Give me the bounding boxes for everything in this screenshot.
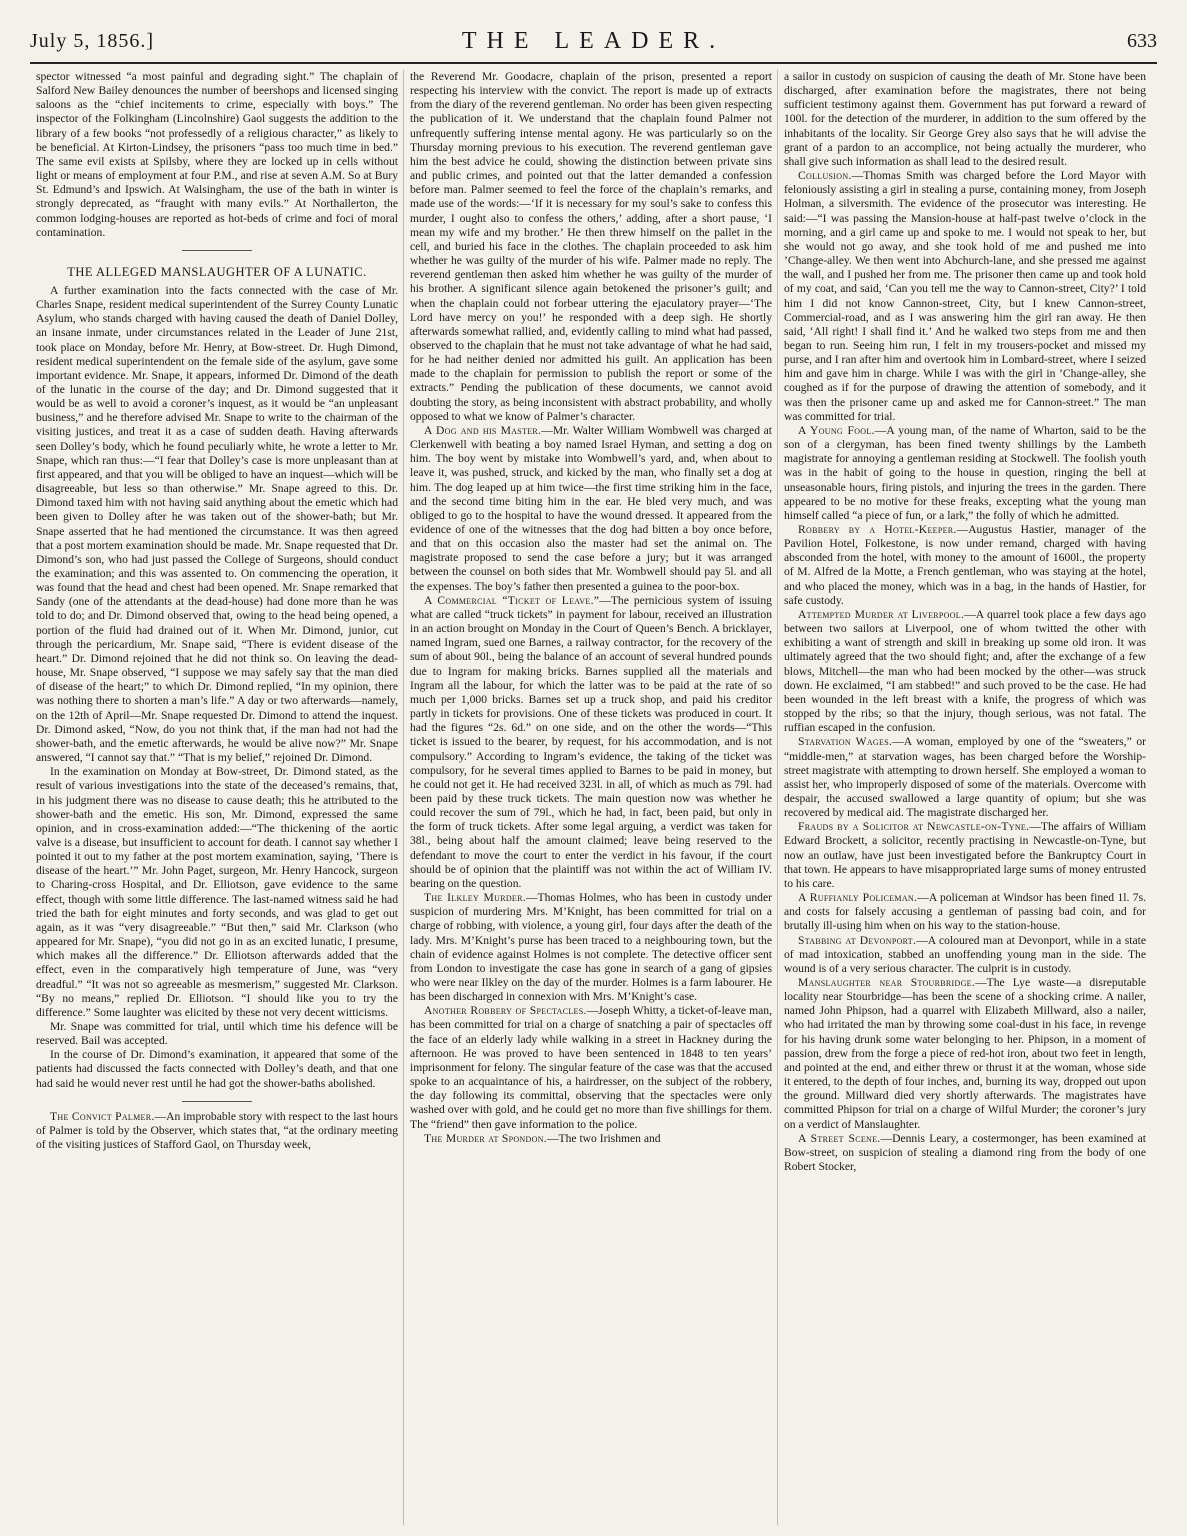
article-paragraph: the Reverend Mr. Goodacre, chaplain of the prison, presented a report respecting his interview with the convict. The report is made up of extracts from the diary of the reverend gentleman. No order has been given respecting the publication of it. We understand that the chaplain found Palmer not unfrequently suffering intense mental agony. He was particularly so on the Thursday morning previous to his execution. The reverend gentleman gave him the best advice he could, showing the distinction between private sins and public crimes, and pointed out that the latter demanded a confession before man. Palmer seemed to feel the force of the chaplain’s remarks, and made use of the words:—‘If it is necessary for my soul’s sake to confess this murder, I ought also to confess the others,’ adding, after a short pause, ‘I mean my wife and my brother.’ He then threw himself on the pallet in the cell, and buried his face in the clothes. The chaplain proceeded to ask him whether he was guilty of the murder of his wife. Palmer made no reply. The reverend gentleman then asked him whether he was guilty of the murder of his brother. A significant silence again betokened the prisoner’s guilt; and when the chaplain could not forbear uttering the ejaculatory prayer—‘The Lord have mercy on you!’ he responded with a deep sigh. He shortly afterwards somewhat rallied, and, evidently calling to mind what had passed, observed to the chaplain that he must not take advantage of what he had said, for he had neither denied nor admitted his guilt. An application has been made to the chaplain for permission to publish the report or some of the extracts.” Pending the publication of these documents, we cannot avoid doubting the story, as being inconsistent with abstract probability, and wholly opposed to what we know of Palmer’s character. (410, 70, 772, 423)
news-item (784, 934, 1146, 976)
divider (182, 250, 252, 251)
divider (182, 1101, 252, 1102)
news-item (784, 735, 1146, 820)
news-item (36, 1110, 398, 1152)
item-body: —A coloured man at Devonport, while in a state of mad intoxication, stabbed an unoffending young man in the side. The wound is of a very serious character. The culprit is in custody. (784, 933, 1146, 975)
column-2 (410, 70, 772, 1525)
item-body: —Dennis Leary, a costermonger, has been examined at Bow-street, on suspicion of stealing a diamond ring from the body of one Robert Stocker, (784, 1131, 1146, 1174)
news-item (410, 594, 772, 891)
news-item (784, 1132, 1146, 1174)
page-number: 633 (1127, 30, 1157, 52)
article-paragraph: Mr. Snape was committed for trial, until which time his defence will be reserved. Bail was accepted. (36, 1020, 398, 1048)
item-body: —The pernicious system of issuing what are called “truck tickets” in payment for labour, received an illustration in an action brought on Monday in the Court of Queen’s Bench. A bricklayer, named Ingram, sued one Barnes, a railway contractor, for the recovery of the sum of about 90l., being the balance of an account of several hundred pounds due to Ingram for making bricks. Barnes supplied all the materials and Ingram all the labour, for which the latter was to be paid at the rate of so much per 1,000 bricks. Barnes set up a truck shop, and paid his creditor partly in tickets for provisions. One of these tickets was produced in court. It had the figures “2s. 6d.” on one side, and on the other the words—“This ticket is issued to the bearer, by request, for his accommodation, and is not compulsory.” According to Ingram’s evidence, the taking of the ticket was compulsory, for he several times applied to Barnes to be paid in money, but he could not get it. He had received 323l. in all, of which as much as 79l. had been paid by these truck tickets. The main question now was whether he could recover the sum of 79l., which he had, in fact, been paid, but only in the form of truck tickets. After some legal arguing, a verdict was taken for 38l., being about half the amount claimed; leave being reserved to the defendant to move the court to enter the verdict in his favour, if the court should be of opinion that the plaintiff was not within the act of William IV. bearing on the question. (410, 593, 772, 890)
item-lead: Stabbing at Devonport. (798, 933, 917, 947)
article-paragraph: A further examination into the facts connected with the case of Mr. Charles Snape, resident medical superintendent of the Surrey County Lunatic Asylum, who stands charged with having caused the death of Daniel Dolley, an insane inmate, under circumstances related in the Leader of June 21st, took place on Monday, before Mr. Henry, at Bow-street. Dr. Hugh Dimond, resident medical superintendent on the female side of the asylum, gave some important evidence. Mr. Snape, it appears, informed Dr. Dimond of the death of the lunatic in the course of the day; and Dr. Dimond suggested that it would be as well to avoid a coroner’s inquest, as it would be “an unpleasant business,” and he therefore advised Mr. Snape to write to the chairman of the visiting justices, and treat it as a case of sudden death. Having afterwards seen Dolley’s body, which he found peculiarly white, he wrote a letter to Mr. Snape, which ran thus:—“I fear that Dolley’s case is more unpleasant than at first appeared, and that you will be obliged to have an inquest—which will be disagreeable, but less so than otherwise.” Mr. Snape agreed to this. Dr. Dimond taxed him with not having said anything about the emetic which had been given to Dolley after he was taken out of the shower-bath; but Mr. Snape asserted that he had mentioned the circumstance. It was then agreed that a post mortem examination should be made. Mr. Snape requested that Dr. Dimond’s son, who had just passed the College of Surgeons, should conduct the examination; and this was assented to. On commencing the operation, it was found that the head and chest had been opened. Mr. Snape remarked that Sandy (one of the attendants at the dead-house) had done more than he was told to do; and Dr. Dimond observed that, owing to the head being opened, a portion of the fluid had drained out of it. When Mr. Dimond, junior, cut through the pericardium, Mr. Snape said, “There is evident disease of the heart.” Dr. Dimond rejoined that he did not think so. On leaving the dead-house, Mr. Snape observed, “I suppose we may safely say that the man died of disease of the heart;” to which Dr. Dimond replied, “In my opinion, there was nothing there to shorten a man’s life.” A day or two afterwards—namely, on the 12th of April—Mr. Snape requested Dr. Dimond to attend the inquest. Dr. Dimond asked, “Now, do you not think that, if the man had not had the shower-bath, and the emetic afterwards, he would be alive now?” Mr. Snape answered, “I cannot say that.” “That is my belief,” rejoined Dr. Dimond. (36, 283, 398, 765)
news-item (784, 424, 1146, 523)
item-lead: A Ruffianly Policeman. (798, 891, 918, 905)
item-lead: Manslaughter near Stourbridge. (798, 976, 976, 989)
item-lead: Collusion. (798, 169, 852, 183)
item-lead: Attempted Murder at Liverpool. (798, 607, 965, 621)
item-body: —A quarrel took place a few days ago between two sailors at Liverpool, one of whom twitted the other with exhibiting a want of strength and skill in breaking up some old iron. It was ultimately agreed that the two should fight; and, after the exchange of a few blows, Mitchell—the man who had been mocked by the other—was struck down. He exclaimed, “I am stabbed!” and such proved to be the case. He had been wounded in the left breast with a knife, the progress of which was stopped by the ribs; so that the injury, though serious, was not fatal. The ruffian escaped in the confusion. (784, 607, 1146, 735)
item-body: —The affairs of William Edward Brockett, a solicitor, recently practising in Newcastle-on-Tyne, but now an outlaw, have just been investigated before the Bankruptcy Court in that town. He appears to have misappropriated large sums of money entrusted to his care. (784, 820, 1146, 890)
item-lead: Frauds by a Solicitor at Newcastle-on-Tyne. (798, 820, 1030, 834)
item-body: —The Lye waste—a disreputable locality near Stourbridge—has been the scene of a shocking crime. A nailer, named John Phipson, had a quarrel with Elizabeth Millward, also a nailer, who had irritated the man by throwing some coal-dust in his face, in revenge for his having drunk some water belonging to her. Phipson, in a moment of passion, drew from the forge a piece of red-hot iron, about two feet in length, and pointed at the end, and either threw or thrust it at the woman, whose side it entered, to the depth of four inches, and, burning its way, dropped out upon the ground. Millward died very shortly afterwards. The magistrates have committed Phipson for trial on a charge of Wilful Murder; the coroner’s jury on a verdict of Manslaughter. (784, 976, 1146, 1131)
item-body: —Augustus Hastier, manager of the Pavilion Hotel, Folkestone, is now under remand, charged with having absconded from the hotel, with money to the amount of 1600l., the property of M. Alfred de la Motte, a French gentleman, who was staying at the hotel, and who placed the money, which was in a bag, in the hands of Hastier, for safe custody. (784, 523, 1146, 607)
item-lead: Another Robbery of Spectacles. (424, 1004, 587, 1018)
item-body: —Thomas Holmes, who has been in custody under suspicion of murdering Mrs. M’Knight, has been committed for trial on a charge of robbing, with violence, a young girl, four days after the death of the lady. Mrs. M’Knight’s purse has been traced to a neighbouring town, but the chain of evidence against Holmes is not complete. The detective officer sent from London to investigate the case has gone in search of a gang of gipsies who were near Ilkley on the day of the murder. Holmes is a farm labourer. He has been discharged in connexion with Mrs. M’Knight’s case. (410, 891, 772, 1004)
article-heading: THE ALLEGED MANSLAUGHTER OF A LUNATIC. (67, 264, 367, 279)
news-item (410, 891, 772, 1004)
news-item (784, 169, 1146, 424)
news-item (784, 523, 1146, 608)
item-lead: The Murder at Spondon. (424, 1131, 547, 1145)
item-lead: A Young Fool. (798, 423, 875, 437)
masthead (30, 22, 1157, 64)
news-item (784, 891, 1146, 933)
news-item (410, 424, 772, 594)
item-body: —A young man, of the name of Wharton, said to be the son of a clergyman, has been fined twenty shillings by the Lambeth magistrate for annoying a gentleman residing at Stockwell. The foolish youth was in the habit of going to the house in question, ringing the bell at unseasonable hours, firing pistols, and injuring the trees in the garden. There appeared to be no motive for these freaks, excepting what the young man himself called “a piece of fun, or a lark,” the folly of which he admitted. (784, 423, 1146, 522)
news-item (410, 1004, 772, 1131)
item-lead: A Commercial “Ticket of Leave.” (424, 593, 600, 607)
item-lead: A Dog and his Master. (424, 423, 542, 437)
item-body: —Thomas Smith was charged before the Lord Mayor with feloniously assisting a girl in stealing a purse, containing money, from Joseph Holman, a silversmith. The evidence of the prosecutor was interesting. He said:—“I was passing the Mansion-house at half-past twelve o’clock in the morning, and a girl came up and spoke to me. I would not speak to her, but she would not go away, and she took hold of me and pushed me into ’Change-alley. We then went into Abchurch-lane, and she pressed me against the wall, and I pushed her from me. The prisoner then came up and took hold of my coat, and said, ‘Can you tell me the way to Cannon-street, City?’ I told him I did not know Cannon-street, City, but I knew Cannon-street, Commercial-road, and as I was answering him the girl ran away. He then said, ‘All right! I shall find it.’ And he walked two steps from me and then began to run. Seeing him run, I felt in my trousers-pocket and missed my purse, and I ran after him and overtook him in Lombard-street, where I seized him and gave him in charge. While I was with the girl in ’Change-alley, she coughed as if for the purpose of drawing the attention of somebody, and it was then the prisoner came up and asked me for Cannon-street.” The man was committed for trial. (784, 169, 1146, 423)
article-paragraph: a sailor in custody on suspicion of causing the death of Mr. Stone have been discharged, after examination before the magistrates, there not being sufficient testimony against them. Government has put forward a reward of 100l. for the detection of the murderer, in addition to the sum offered by the inhabitants of the locality. Sir George Grey also says that he will advise the grant of a pardon to an accomplice, not being actually the murderer, who shall give such information as shall lead to the desired result. (784, 70, 1146, 168)
item-body: —The two Irishmen and (546, 1131, 661, 1145)
item-lead: A Street Scene. (798, 1131, 881, 1145)
item-lead: Starvation Wages. (798, 735, 893, 749)
news-item (784, 976, 1146, 1132)
column-rule (403, 70, 404, 1525)
news-item (784, 820, 1146, 891)
column-3 (784, 70, 1146, 1525)
news-item (784, 608, 1146, 735)
item-body: —Joseph Whitty, a ticket-of-leave man, has been committed for trial on a charge of snatching a pair of spectacles off the face of an elderly lady while walking in a street in Hackney during the afternoon. He was proved to have been sentenced in 1848 to ten years’ imprisonment for felony. The singular feature of the case was that the accused spoke to an acquaintance of his, a hairdresser, on the subject of the robbery, the day following its committal, observing that the spectacles were only washed over with gold, and he could get no more than five shillings for them. The “friend” then gave information to the police. (410, 1004, 772, 1131)
item-lead: Robbery by a Hotel-Keeper. (798, 523, 957, 536)
news-item (410, 1132, 772, 1146)
column-rule (777, 70, 778, 1525)
item-lead: The Convict Palmer. (50, 1109, 155, 1123)
item-body: —Mr. Walter William Wombwell was charged at Clerkenwell with beating a boy named Israel Hyman, and setting a dog on him. The boy went by mistake into Wombwell’s yard, and, when about to leave it, was pushed, struck, and kicked by the man, who finally set a dog at him. The dog leaped up at him twice—the first time striking him in the face, and the second time biting him in the ear. He bled very much, and was obliged to go to the hospital to have the wound dressed. It appeared from the evidence of one of the witnesses that the dog had bitten a boy once before, and that on this occasion also the master had set the animal on. The magistrate proposed to send the case before a jury; but it was arranged between the counsel on both sides that Mr. Wombwell should pay 5l. and all the expenses. The boy’s father then presented a guinea to the poor-box. (410, 423, 772, 593)
item-body: —An improbable story with respect to the last hours of Palmer is told by the Observer, which states that, “at the ordinary meeting of the visiting justices of Stafford Gaol, on Thursday week, (36, 1109, 398, 1152)
newspaper-title: THE LEADER. (461, 28, 726, 54)
issue-date: July 5, 1856.] (30, 30, 154, 52)
article-paragraph: In the examination on Monday at Bow-street, Dr. Dimond stated, as the result of various investigations into the state of the deceased’s remains, that, in his judgment there was no disease to cause death; this he attributed to the shower-bath and the emetic. His son, Mr. Dimond, expressed the same opinion, and in cross-examination added:—“The thickening of the aortic valve is a disease, but insufficient to account for death. I cannot say whether I pointed it out to my father at the post mortem examination, saying, ‘There is disease of the heart.’” Mr. John Paget, surgeon, Mr. Henry Hancock, surgeon to Charing-cross Hospital, and Dr. Elliotson, gave evidence to the same effect, though with some little difference. The last-named witness said he had tried the bath for eight minutes and forty seconds, and was glad to get out again, as it was “very disagreeable.” “But then,” said Mr. Clarkson (who appeared for Mr. Snape), “you did not go in as an excited lunatic, I presume, which makes all the difference.” Dr. Elliotson afterwards added that the effect, even in the comparatively high temperature of June, was “very dreadful.” “It was not so agreeable as mesmerism,” suggested Mr. Clarkson. “By no means,” replied Dr. Elliotson. “I should like you to try the difference.” Some laughter was elicited by these not very decent witticisms. (36, 765, 398, 1019)
article-paragraph: In the course of Dr. Dimond’s examination, it appeared that some of the patients had discussed the facts connected with Dolley’s death, and that one had said he would never rest until he had got the shower-baths abolished. (36, 1048, 398, 1090)
article-paragraph: spector witnessed “a most painful and degrading sight.” The chaplain of Salford New Bailey denounces the number of beershops and licensed singing saloons as the “chief incitements to crime, especially with boys.” The inspector of the Folkingham (Lincolnshire) Gaol suggests the addition to the library of a few books “not professedly of a religious character,” as likely to be beneficial. At Kirton-Lindsey, the prisoners “pass too much time in bed.” The same evil exists at Spilsby, where they are locked up in cells without light or means of employment at four P.M., and rise at seven A.M. So at Bury St. Edmund’s and Ipswich. At Walsingham, the use of the bath in winter is strongly deprecated, as “fraught with many evils.” At Northallerton, the common lodging-houses are reported as hot-beds of crime and foci of moral contamination. (36, 70, 398, 239)
item-lead: The Ilkley Murder. (424, 891, 526, 905)
item-body: —A woman, employed by one of the “sweaters,” or “middle-men,” at starvation wages, has been charged before the Worship-street magistrate with attempting to drown herself. She employed a woman to assist her, who improperly disposed of some of the materials. Overcome with despair, the accused swallowed a large quantity of opium; but she was recovered by medical aid. The magistrate discharged her. (784, 735, 1146, 820)
column-1 (36, 70, 398, 1525)
item-body: —A policeman at Windsor has been fined 1l. 7s. and costs for falsely accusing a gentleman of passing bad coin, and for brutally ill-using him when on his way to the station-house. (784, 891, 1146, 933)
